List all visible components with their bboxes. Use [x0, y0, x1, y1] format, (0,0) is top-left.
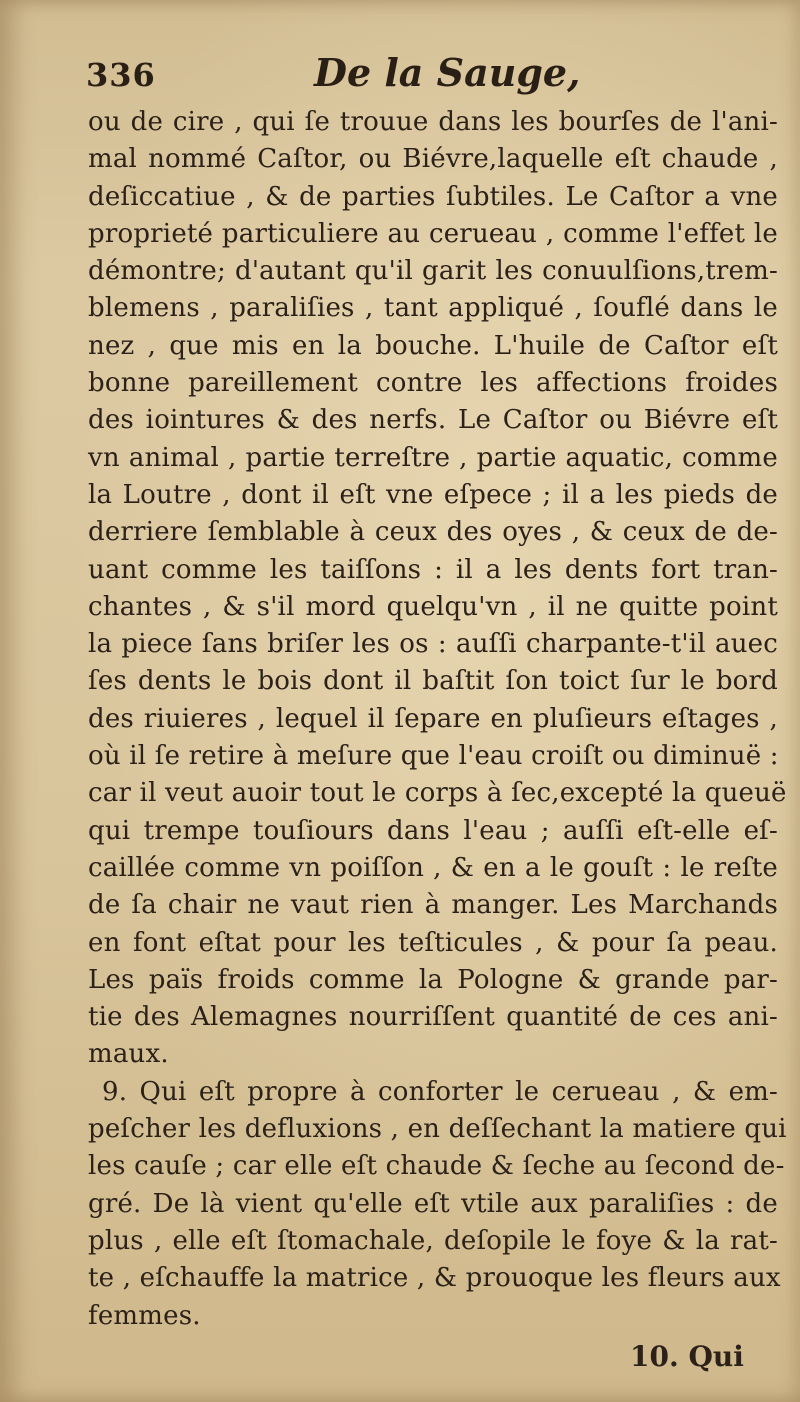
- text-line: Les païs froids comme la Pologne & grande par-: [88, 964, 778, 995]
- text-line: blemens , paraliſies , tant appliqué , ſouflé dans le: [88, 293, 778, 324]
- text-line: vn animal , partie terreſtre , partie aquatic, comme: [88, 442, 778, 473]
- page-number: 336: [86, 56, 156, 94]
- catchword: 10. Qui: [630, 1340, 744, 1373]
- text-line: uant comme les taiſſons : il a les dents fort tran-: [88, 554, 778, 585]
- text-line: mal nommé Caſtor, ou Biévre,laquelle eſt chaude ,: [88, 144, 778, 175]
- text-line: démontre; d'autant qu'il garit les conuulſions,trem-: [88, 256, 778, 287]
- text-line: tie des Alemagnes nourriſſent quantité de ces ani-: [88, 1002, 778, 1033]
- text-line: peſcher les defluxions , en deſſechant la matiere qui: [88, 1114, 787, 1145]
- text-line: la piece ſans briſer les os : auſſi charpante-t'il auec: [88, 629, 778, 660]
- text-line: en font eſtat pour les teſticules , & pour ſa peau.: [88, 927, 778, 958]
- text-line: ſes dents le bois dont il baſtit ſon toict ſur le bord: [88, 666, 778, 697]
- text-line: deſiccatiue , & de parties ſubtiles. Le Caſtor a vne: [88, 181, 778, 212]
- paragraph-9-start: 9. Qui eſt propre à conforter le cerueau , & em-: [102, 1076, 778, 1107]
- text-line: qui trempe touſiours dans l'eau ; auſſi eſt-elle eſ-: [88, 815, 778, 846]
- text-line: ou de cire , qui ſe trouue dans les bourſes de l'ani-: [88, 107, 778, 137]
- text-line: te , eſchauffe la matrice , & prouoque les fleurs aux: [88, 1263, 781, 1294]
- text-line: derriere ſemblable à ceux des oyes , & ceux de de-: [88, 517, 778, 548]
- text-line: la Loutre , dont il eſt vne eſpece ; il a les pieds de: [88, 479, 778, 510]
- text-line: des riuieres , lequel il ſepare en pluſieurs eſtages ,: [88, 703, 778, 734]
- text-line: proprieté particuliere au cerueau , comme l'effet le: [88, 218, 778, 249]
- text-line: bonne pareillement contre les affections froides: [88, 368, 778, 399]
- text-line: nez , que mis en la bouche. L'huile de Caſtor eſt: [88, 330, 778, 361]
- text-line: chantes , & s'il mord quelqu'vn , il ne quitte point: [88, 591, 778, 622]
- text-line: de ſa chair ne vaut rien à manger. Les Marchands: [88, 890, 778, 921]
- text-line: maux.: [88, 1039, 169, 1070]
- text-line: car il veut auoir tout le corps à ſec,excepté la queuë: [88, 778, 787, 809]
- running-title: De la Sauge,: [314, 50, 581, 95]
- text-line: les cauſe ; car elle eſt chaude & ſeche au ſecond de-: [88, 1151, 785, 1182]
- text-line: caillée comme vn poiſſon , & en a le gouſt : le reſte: [88, 852, 778, 883]
- text-line: gré. De là vient qu'elle eſt vtile aux paraliſies : de: [88, 1188, 778, 1219]
- body-text: [88, 104, 787, 1335]
- text-line: femmes.: [88, 1300, 201, 1331]
- text-line: où il ſe retire à meſure que l'eau croiſt ou diminuë :: [88, 741, 779, 772]
- text-line: plus , elle eſt ſtomachale, deſopile le foye & la rat-: [88, 1225, 778, 1256]
- text-line: des iointures & des nerfs. Le Caſtor ou Biévre eſt: [88, 405, 778, 436]
